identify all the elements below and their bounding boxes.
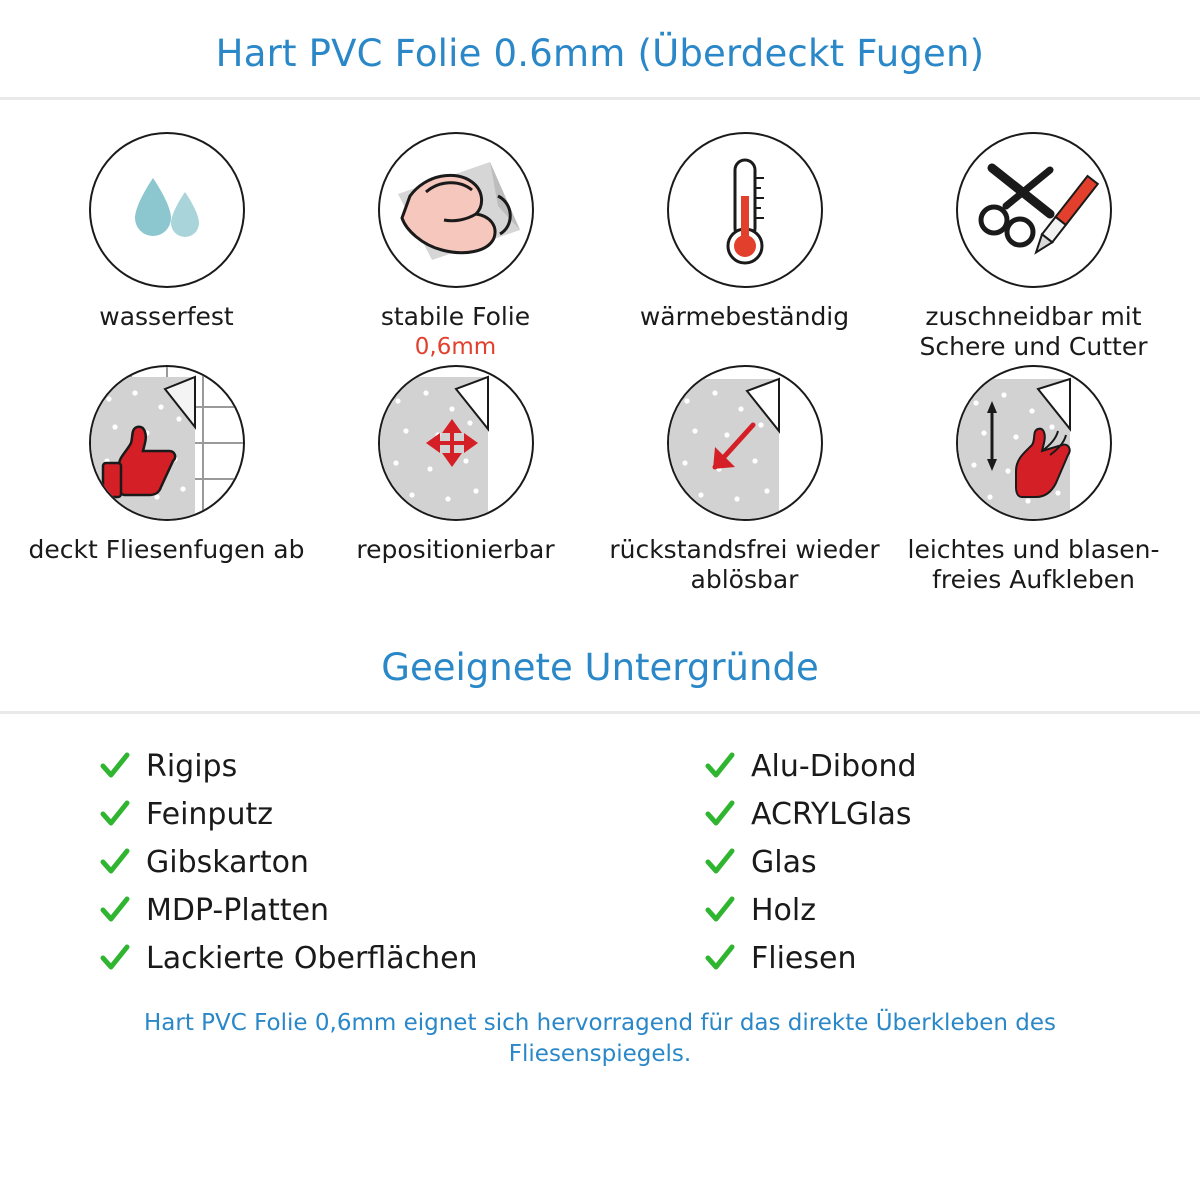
feature-caption xyxy=(640,302,849,332)
check-icon xyxy=(705,847,735,877)
feature-item xyxy=(889,132,1178,361)
feature-label: rückstandsfrei wieder ablösbar xyxy=(609,535,880,594)
feature-label: zuschneidbar mit Schere und Cutter xyxy=(919,302,1148,361)
water-drops-icon xyxy=(89,132,245,288)
peel-arrow-icon xyxy=(667,365,823,521)
thermometer-icon xyxy=(667,132,823,288)
list-item xyxy=(705,838,1200,886)
list-item xyxy=(705,790,1200,838)
list-item-label: Alu-Dibond xyxy=(751,748,917,784)
feature-caption xyxy=(356,535,554,565)
feature-caption xyxy=(894,302,1174,361)
list-item-label: MDP-Platten xyxy=(146,892,330,928)
list-item-label: Feinputz xyxy=(146,796,273,832)
feature-label: wasserfest xyxy=(99,302,234,331)
list-item-label: Glas xyxy=(751,844,817,880)
section-title-substrates: Geeignete Untergründe xyxy=(381,646,819,689)
feature-label: stabile Folie xyxy=(380,302,531,331)
flexing-arm-icon xyxy=(378,132,534,288)
substrate-column-right xyxy=(15,742,1200,982)
feature-sublabel: 0,6mm xyxy=(414,333,497,360)
feature-item xyxy=(600,132,889,361)
feature-item xyxy=(22,132,311,361)
hand-smoothing-icon xyxy=(956,365,1112,521)
page-title: Hart PVC Folie 0.6mm (Überdeckt Fugen) xyxy=(215,32,985,75)
feature-label: leichtes und blasen-freies Aufkleben xyxy=(907,535,1160,594)
feature-label: deckt Fliesenfugen ab xyxy=(28,535,305,564)
list-item-label: Holz xyxy=(751,892,816,928)
feature-item xyxy=(22,365,311,594)
feature-item xyxy=(600,365,889,594)
four-way-arrow-icon xyxy=(378,365,534,521)
feature-item xyxy=(311,365,600,594)
substrate-lists xyxy=(0,714,1200,982)
check-icon xyxy=(705,943,735,973)
list-item xyxy=(705,742,1200,790)
check-icon xyxy=(705,895,735,925)
list-item xyxy=(705,934,1200,982)
list-item-label: Lackierte Oberflächen xyxy=(146,940,478,976)
scissors-cutter-icon xyxy=(956,132,1112,288)
feature-label: repositionierbar xyxy=(356,535,555,564)
feature-caption xyxy=(605,535,885,594)
feature-caption xyxy=(381,302,530,361)
list-item-label: Gibskarton xyxy=(146,844,309,880)
list-item-label: ACRYLGlas xyxy=(751,796,912,832)
check-icon xyxy=(705,799,735,829)
list-item-label: Fliesen xyxy=(751,940,857,976)
feature-item xyxy=(889,365,1178,594)
feature-label: wärmebeständig xyxy=(639,302,850,331)
thumbs-up-tilegrid-icon xyxy=(89,365,245,521)
feature-caption xyxy=(894,535,1174,594)
footer-note: Hart PVC Folie 0,6mm eignet sich hervorragend für das direkte Überkleben des Fliesenspiegels. xyxy=(144,1010,1056,1068)
feature-grid xyxy=(0,100,1200,594)
feature-item xyxy=(311,132,600,361)
feature-caption xyxy=(99,302,234,332)
list-item-label: Rigips xyxy=(146,748,238,784)
list-item xyxy=(705,886,1200,934)
check-icon xyxy=(705,751,735,781)
feature-caption xyxy=(28,535,304,565)
